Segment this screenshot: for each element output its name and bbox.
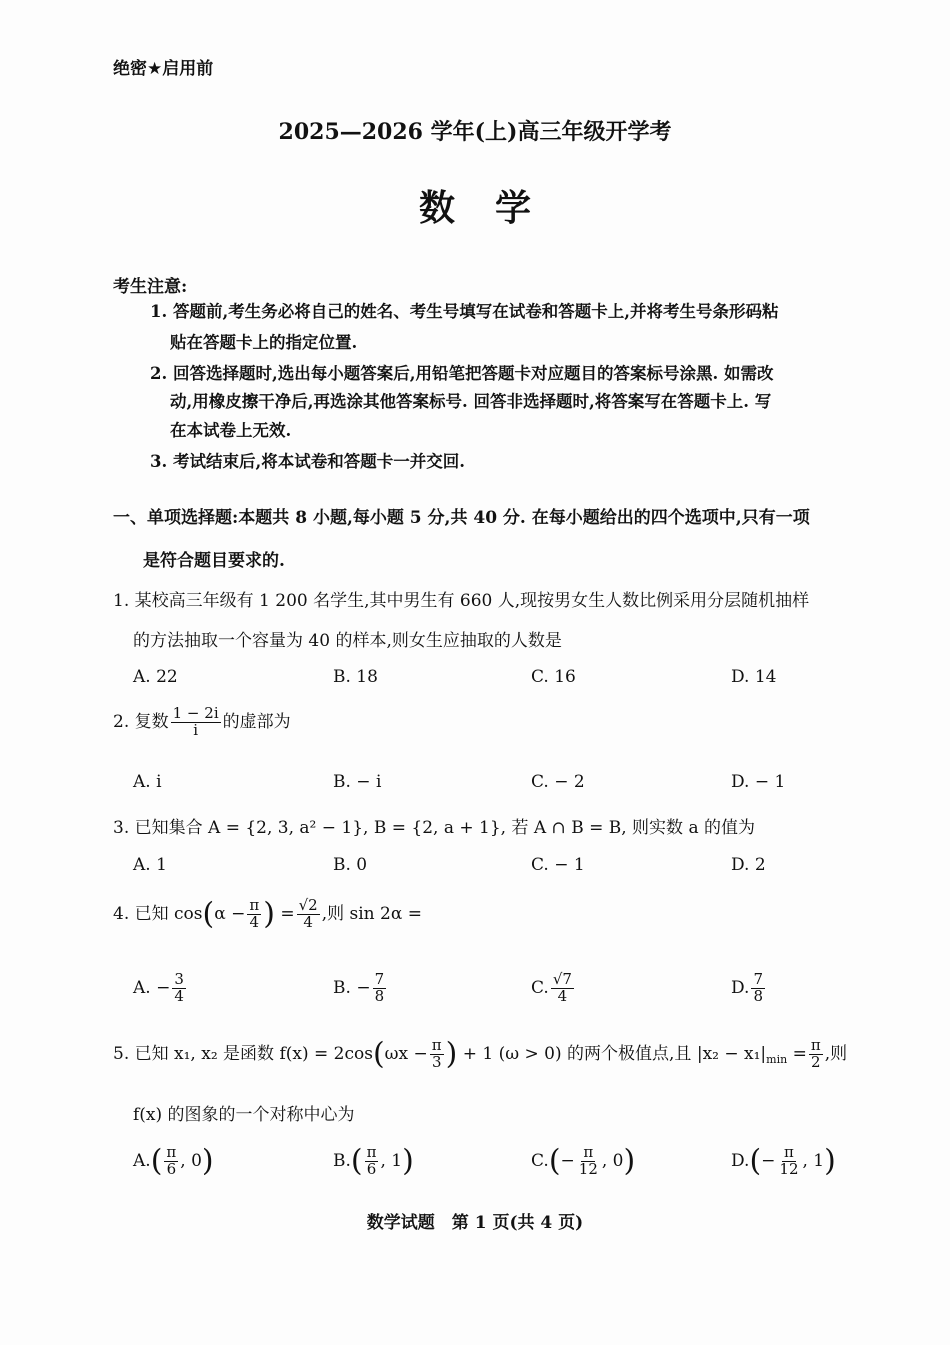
question-4-rhs-num: √2 bbox=[298, 896, 318, 914]
paren-open-icon: ( bbox=[150, 1143, 163, 1179]
question-2-option-c: C. − 2 bbox=[531, 772, 585, 792]
question-2-fraction bbox=[171, 706, 221, 739]
question-4-prefix: 4. 已知 cos bbox=[113, 903, 203, 924]
question-1-option-a: A. 22 bbox=[133, 667, 178, 687]
question-1-option-c: C. 16 bbox=[531, 667, 576, 687]
option-tail: , 1 bbox=[802, 1150, 825, 1171]
question-4-equals: = bbox=[280, 903, 295, 924]
option-label: B. bbox=[333, 977, 351, 998]
option-label: B. bbox=[333, 1150, 351, 1171]
option-num: 7 bbox=[753, 970, 763, 988]
notice-item-2-line-2: 动,用橡皮擦干净后,再选涂其他答案标号. 回答非选择题时,将答案写在答题卡上. 写 bbox=[170, 392, 772, 411]
question-5-rhs-fraction bbox=[809, 1038, 823, 1071]
option-label: A. bbox=[133, 977, 151, 998]
question-2-frac-den: i bbox=[193, 720, 199, 739]
exam-title: 2025—2026 学年(上)高三年级开学考 bbox=[278, 119, 672, 145]
question-1-option-d: D. 14 bbox=[731, 667, 777, 687]
question-5-pi-fraction bbox=[430, 1038, 444, 1071]
option-den: 12 bbox=[578, 1159, 598, 1178]
question-5-part-3: ,则 bbox=[824, 1043, 848, 1064]
option-tail: , 1 bbox=[380, 1150, 403, 1171]
option-num: 7 bbox=[374, 970, 385, 988]
section-1-heading-line-1: 一、单项选择题:本题共 8 小题,每小题 5 分,共 40 分. 在每小题给出的四个选项中,只有一项 bbox=[113, 508, 810, 528]
option-num: √7 bbox=[552, 970, 572, 988]
notice-item-1-line-1: 1. 答题前,考生务必将自己的姓名、考生号填写在试卷和答题卡上,并将考生号条形码粘 bbox=[150, 302, 779, 321]
notice-item-2-line-3: 在本试卷上无效. bbox=[170, 421, 292, 440]
question-4-pi-den: 4 bbox=[249, 912, 260, 931]
option-label: C. bbox=[531, 977, 549, 998]
option-tail: , 0 bbox=[601, 1150, 624, 1171]
question-4-rhs-den: 4 bbox=[303, 912, 313, 931]
question-5-inner: ωx − bbox=[384, 1043, 428, 1064]
paren-close-icon: ) bbox=[445, 1036, 458, 1072]
notice-item-1-line-2: 贴在答题卡上的指定位置. bbox=[170, 333, 358, 352]
question-3-option-c: C. − 1 bbox=[531, 855, 585, 875]
question-1-line-1: 1. 某校高三年级有 1 200 名学生,其中男生有 660 人,现按男女生人数比例采用分层随机抽样 bbox=[113, 591, 810, 611]
question-4-option-c bbox=[531, 972, 576, 1005]
paren-open-icon: ( bbox=[749, 1143, 762, 1179]
question-5-option-c bbox=[531, 1145, 635, 1178]
option-fraction bbox=[551, 972, 574, 1005]
question-5-rhs-num: π bbox=[810, 1036, 821, 1054]
subject-title: 数学 bbox=[418, 187, 571, 229]
question-5-pi-num: π bbox=[431, 1036, 442, 1054]
option-den: 4 bbox=[557, 986, 568, 1005]
paren-close-icon: ) bbox=[201, 1143, 214, 1179]
question-4-pi-fraction bbox=[247, 898, 261, 931]
paren-open-icon: ( bbox=[372, 1036, 385, 1072]
paren-close-icon: ) bbox=[824, 1143, 836, 1179]
option-den: 8 bbox=[753, 986, 763, 1005]
question-4-suffix: ,则 sin 2α = bbox=[321, 903, 422, 924]
option-tail: , 0 bbox=[180, 1150, 202, 1171]
option-label: C. bbox=[531, 1150, 549, 1171]
page-footer: 数学试题 第 1 页(共 4 页) bbox=[366, 1213, 584, 1233]
question-5-stem-line-2: f(x) 的图象的一个对称中心为 bbox=[133, 1105, 355, 1125]
option-num: π bbox=[366, 1143, 377, 1161]
question-5-pi-den: 3 bbox=[431, 1052, 442, 1071]
question-5-min-subscript: min bbox=[766, 1053, 788, 1067]
option-fraction bbox=[777, 1145, 800, 1178]
question-1-option-b: B. 18 bbox=[333, 667, 378, 687]
paren-close-icon: ) bbox=[623, 1143, 636, 1179]
option-sign: − bbox=[156, 977, 171, 998]
question-4-inner: α − bbox=[214, 903, 246, 924]
paren-open-icon: ( bbox=[202, 896, 215, 932]
option-fraction bbox=[577, 1145, 600, 1178]
notice-item-3-line-1: 3. 考试结束后,将本试卷和答题卡一并交回. bbox=[150, 452, 465, 471]
question-2-option-a: A. i bbox=[133, 772, 162, 792]
option-den: 12 bbox=[779, 1159, 799, 1178]
question-5-option-d bbox=[731, 1145, 836, 1178]
question-2-option-d: D. − 1 bbox=[731, 772, 786, 792]
confidential-label: 绝密★启用前 bbox=[113, 59, 214, 79]
option-sign: − bbox=[356, 977, 371, 998]
notice-heading: 考生注意: bbox=[113, 277, 188, 297]
paren-close-icon: ) bbox=[402, 1143, 414, 1179]
option-label: A. bbox=[133, 1150, 151, 1171]
option-num: π bbox=[166, 1143, 177, 1161]
question-5-equals: = bbox=[792, 1043, 807, 1064]
section-1-heading-line-2: 是符合题目要求的. bbox=[143, 551, 285, 571]
question-2-option-b: B. − i bbox=[333, 772, 382, 792]
question-4-pi-num: π bbox=[249, 896, 260, 914]
question-4-option-a bbox=[133, 972, 188, 1005]
question-5-part-1: 5. 已知 x₁, x₂ 是函数 f(x) = 2cos bbox=[113, 1043, 373, 1064]
question-5-rhs-den: 2 bbox=[811, 1052, 821, 1071]
question-1-line-2: 的方法抽取一个容量为 40 的样本,则女生应抽取的人数是 bbox=[133, 631, 562, 651]
question-2-stem bbox=[113, 706, 291, 739]
option-label: D. bbox=[731, 1150, 750, 1171]
question-2-prefix: 2. 复数 bbox=[113, 711, 169, 732]
option-fraction bbox=[365, 1145, 379, 1178]
option-num: π bbox=[784, 1143, 794, 1161]
option-num: π bbox=[583, 1143, 594, 1161]
option-sign: − bbox=[560, 1150, 575, 1171]
question-3-stem: 3. 已知集合 A = {2, 3, a² − 1}, B = {2, a + 1}, 若 A ∩ B = B, 则实数 a 的值为 bbox=[113, 818, 755, 838]
question-3-option-d: D. 2 bbox=[731, 855, 766, 875]
question-3-option-a: A. 1 bbox=[133, 855, 167, 875]
option-den: 8 bbox=[374, 986, 385, 1005]
question-2-suffix: 的虚部为 bbox=[222, 711, 291, 732]
option-den: 6 bbox=[166, 1159, 177, 1178]
option-label: D. bbox=[731, 977, 750, 998]
option-fraction bbox=[751, 972, 765, 1005]
option-num: 3 bbox=[174, 970, 184, 988]
option-sign: − bbox=[761, 1150, 776, 1171]
option-fraction bbox=[164, 1145, 178, 1178]
question-2-frac-num: 1 − 2i bbox=[172, 704, 219, 722]
option-den: 4 bbox=[174, 986, 184, 1005]
option-fraction bbox=[172, 972, 186, 1005]
question-4-option-d bbox=[731, 972, 767, 1005]
question-5-stem-line-1 bbox=[113, 1038, 847, 1071]
question-5-part-2: + 1 (ω > 0) 的两个极值点,且 |x₂ − x₁| bbox=[462, 1043, 767, 1064]
question-5-option-a bbox=[133, 1145, 214, 1178]
question-4-stem bbox=[113, 898, 422, 931]
paren-open-icon: ( bbox=[350, 1143, 363, 1179]
question-5-option-b bbox=[333, 1145, 414, 1178]
option-fraction bbox=[373, 972, 387, 1005]
paren-open-icon: ( bbox=[548, 1143, 561, 1179]
question-3-option-b: B. 0 bbox=[333, 855, 368, 875]
notice-item-2-line-1: 2. 回答选择题时,选出每小题答案后,用铅笔把答题卡对应题目的答案标号涂黑. 如需改 bbox=[150, 364, 774, 383]
question-4-option-b bbox=[333, 972, 388, 1005]
paren-close-icon: ) bbox=[263, 896, 275, 932]
option-den: 6 bbox=[366, 1159, 377, 1178]
question-4-rhs-fraction bbox=[297, 898, 320, 931]
